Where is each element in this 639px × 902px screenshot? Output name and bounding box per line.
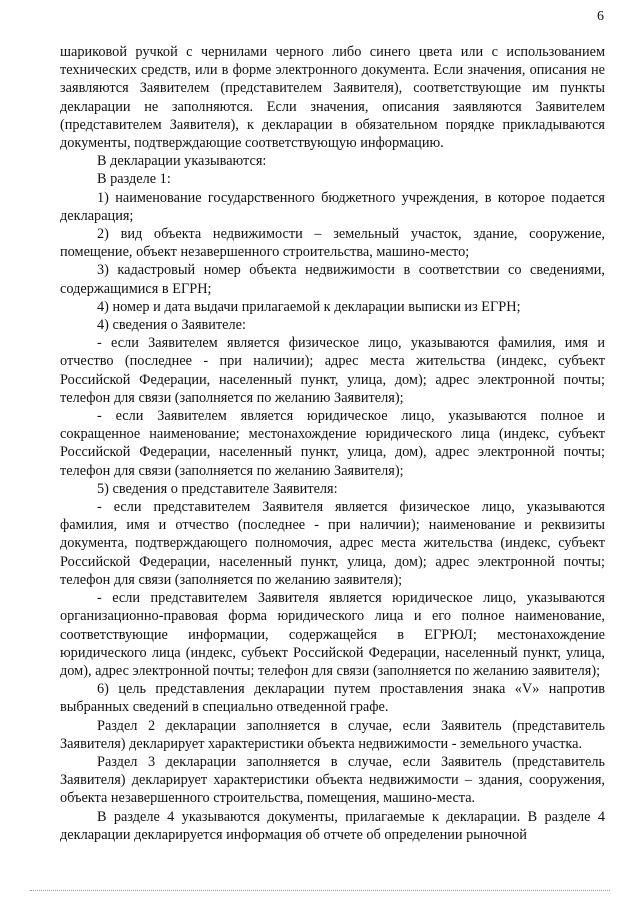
paragraph-section-1-heading: В разделе 1: xyxy=(97,171,171,188)
paragraph-item-2: 2) вид объекта недвижимости – земельный участок, здание, сооружение, помещение, объект незавершенного строительства, машино-место; xyxy=(60,226,605,261)
paragraph-applicant-individual: - если Заявителем является физическое лицо, указываются фамилия, имя и отчество (последнее - при наличии); адрес места жительства (индекс, субъект Российской Федерации, населенный пункт, улица, дом); адрес электронной почты; телефон для связи (заполняется по желанию Заявителя); xyxy=(60,335,605,406)
scan-edge-line xyxy=(30,890,610,891)
paragraph-representative-individual: - если представителем Заявителя является физическое лицо, указываются фамилия, имя и отчество (последнее - при наличии); наименование и реквизиты документа, подтверждающего полномочия, адрес места жительства (индекс, субъект Российской Федерации, населенный пункт, улица, дом); адрес электронной почты; телефон для связи (заполняется по желанию заявителя); xyxy=(60,499,605,588)
page-number: 6 xyxy=(597,9,604,24)
paragraph-applicant-legal-entity: - если Заявителем является юридическое лицо, указываются полное и сокращенное наименование; местонахождение юридического лица (индекс, субъект Российской Федерации, населенный пункт, улица, дом), адрес электронной почты; телефон для связи (заполняется по желанию Заявителя); xyxy=(60,408,605,479)
paragraph-item-4-applicant: 4) сведения о Заявителе: xyxy=(97,317,246,334)
paragraph-section-4: В разделе 4 указываются документы, прилагаемые к декларации. В разделе 4 декларации декларируется информация об отчете об определении рыночной xyxy=(60,808,605,843)
paragraph-item-3: 3) кадастровый номер объекта недвижимости в соответствии со сведениями, содержащимися в ЕГРН; xyxy=(60,262,605,297)
paragraph-continuation: шариковой ручкой с чернилами черного либо синего цвета или с использованием технических средств, или в форме электронного документа. Если значения, описания не заявляются Заявителем (представителем Заявителя), соответствующие им пункты декларации не заполняются. Если значения, описания заявляются Заявителем (представителем Заявителя), к декларации в обязательном порядке прикладываются документы, подтверждающие соответствующую информацию. xyxy=(60,44,605,152)
paragraph-declaration-intro: В декларации указываются: xyxy=(97,153,267,170)
paragraph-item-4-extract: 4) номер и дата выдачи прилагаемой к декларации выписки из ЕГРН; xyxy=(97,298,521,315)
paragraph-section-3: Раздел 3 декларации заполняется в случае, если Заявитель (представитель Заявителя) декларирует характеристики объекта недвижимости – здания, сооружения, объекта незавершенного строительства, помещения, машино-места. xyxy=(60,753,605,807)
paragraph-item-5: 5) сведения о представителе Заявителя: xyxy=(97,480,338,497)
paragraph-item-6: 6) цель представления декларации путем проставления знака «V» напротив выбранных сведений в специально отведенной графе. xyxy=(60,681,605,716)
paragraph-representative-legal-entity: - если представителем Заявителя является юридическое лицо, указываются организационно-правовая форма юридического лица и его полное наименование, соответствующие информации, содержащейся в ЕГРЮЛ; местонахождение юридического лица (индекс, субъект Российской Федерации, населенный пункт, улица, дом), адрес электронной почты; телефон для связи (заполняется по желанию заявителя); xyxy=(60,590,605,679)
paragraph-item-1: 1) наименование государственного бюджетного учреждения, в которое подается декларация; xyxy=(60,189,605,224)
paragraph-section-2: Раздел 2 декларации заполняется в случае, если Заявитель (представитель Заявителя) декларирует характеристики объекта недвижимости - земельного участка. xyxy=(60,717,605,752)
document-body xyxy=(60,43,605,844)
